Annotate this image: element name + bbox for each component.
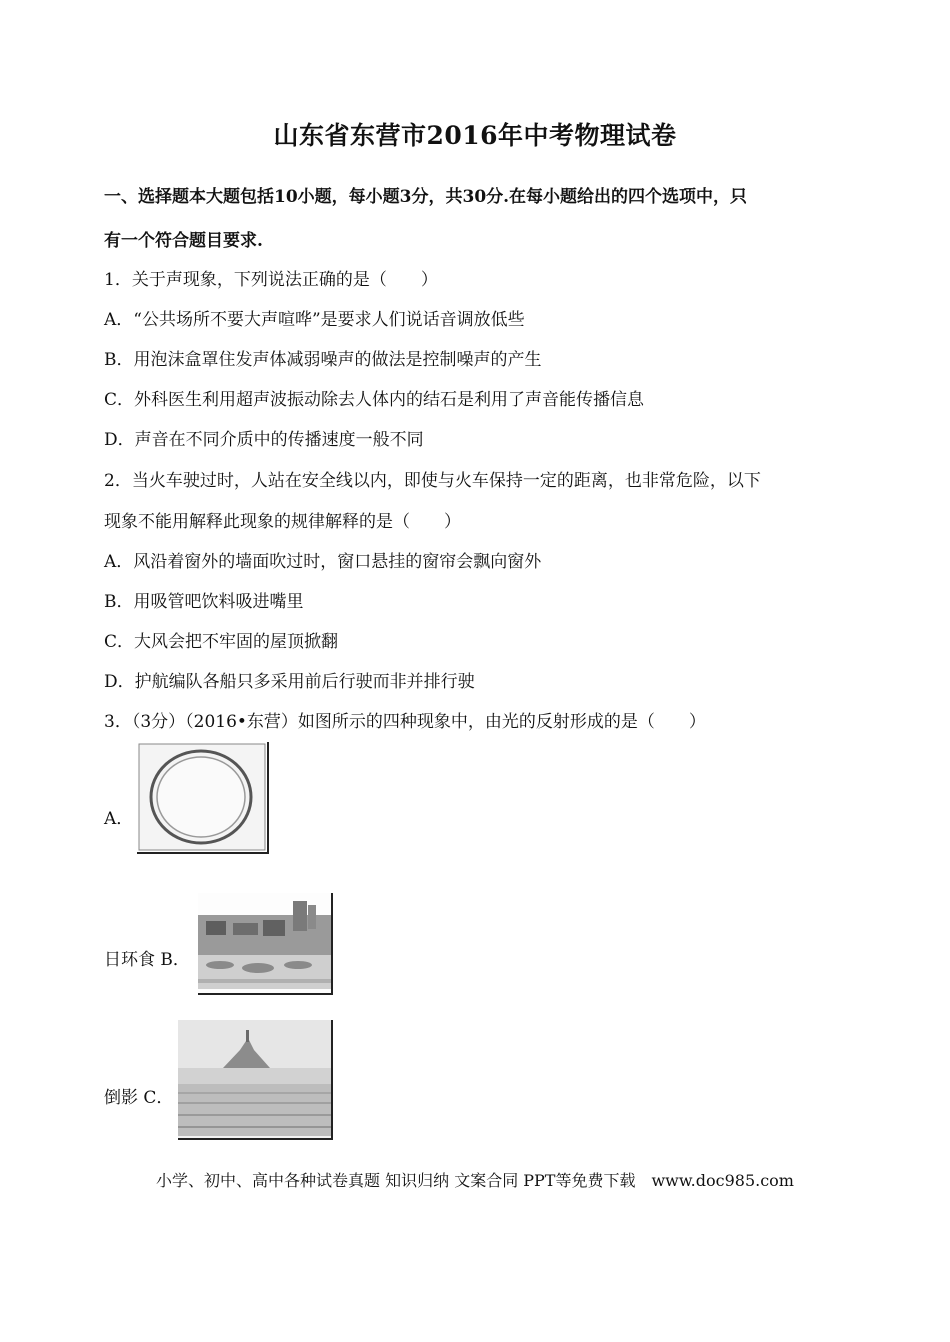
question-1-option-d: D．声音在不同介质中的传播速度一般不同 — [104, 430, 424, 450]
question-1-option-a: A．“公共场所不要大声喧哗”是要求人们说话音调放低些 — [104, 310, 525, 330]
figure-c-label: 倒影 C． — [104, 1088, 174, 1108]
question-1-option-c: C．外科医生利用超声波振动除去人体内的结石是利用了声音能传播信息 — [104, 390, 645, 410]
section-heading-line1: 一、选择题本大题包括10小题，每小题3分，共30分.在每小题给出的四个选项中，只 — [104, 187, 748, 207]
question-2-stem-line2: 现象不能用解释此现象的规律解释的是（ ） — [104, 512, 461, 532]
figure-c-reflection-image — [178, 1020, 333, 1140]
page-footer: 小学、初中、高中各种试卷真题 知识归纳 文案合同 PPT等免费下载 www.doc985.com — [156, 1171, 794, 1190]
question-1-stem: 1．关于声现象，下列说法正确的是（ ） — [104, 270, 438, 290]
page-title: 山东省东营市2016年中考物理试卷 — [273, 121, 677, 150]
question-2-option-a: A．风沿着窗外的墙面吹过时，窗口悬挂的窗帘会飘向窗外 — [104, 552, 542, 572]
question-1-option-b: B．用泡沫盒罩住发声体减弱噪声的做法是控制噪声的产生 — [104, 350, 542, 370]
question-2-option-b: B．用吸管吧饮料吸进嘴里 — [104, 592, 304, 612]
section-heading-line2: 有一个符合题目要求. — [104, 231, 263, 251]
figure-a-label: A． — [104, 809, 134, 829]
question-2-option-c: C．大风会把不牢固的屋顶掀翻 — [104, 632, 339, 652]
figure-b-label: 日环食 B． — [104, 950, 190, 970]
question-3-stem: 3．（3分）（2016•东营）如图所示的四种现象中，由光的反射形成的是（ ） — [104, 712, 706, 732]
figure-b-shadow-image — [198, 893, 333, 995]
figure-a-eclipse-image — [137, 742, 269, 854]
question-2-option-d: D．护航编队各船只多采用前后行驶而非并排行驶 — [104, 672, 475, 692]
question-2-stem-line1: 2．当火车驶过时，人站在安全线以内，即使与火车保持一定的距离，也非常危险，以下 — [104, 471, 761, 491]
